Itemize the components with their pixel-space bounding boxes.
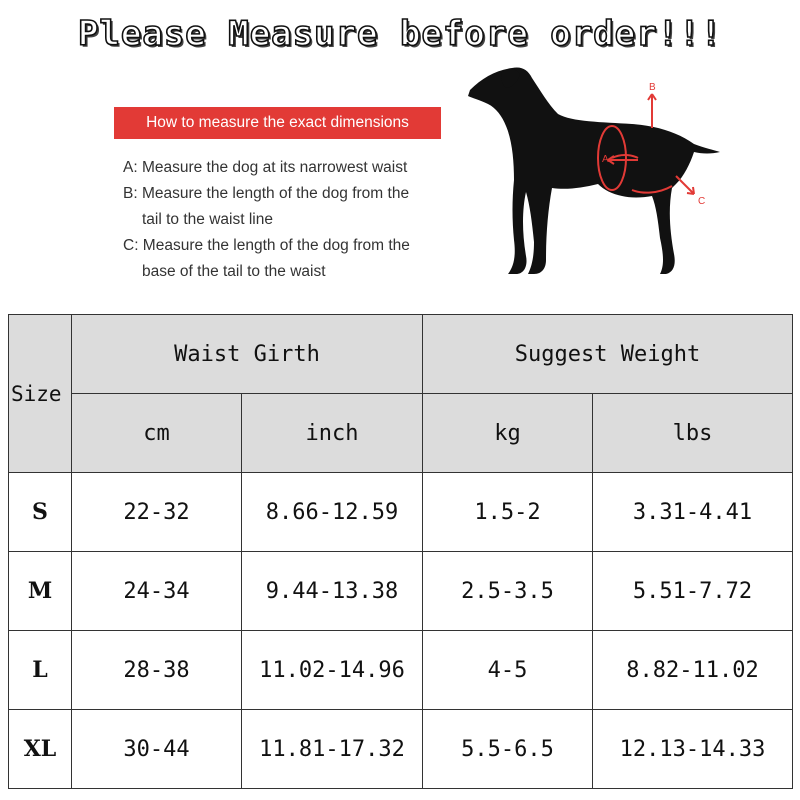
table-row [9,710,793,789]
size-cell: L [9,631,72,710]
inch-cell: 11.02-14.96 [242,631,423,710]
unit-header-row [9,394,793,473]
lbs-cell: 3.31-4.41 [593,473,793,552]
instruction-c: C: Measure the length of the dog from the [123,237,410,254]
kg-cell: 2.5-3.5 [423,552,593,631]
measurement-instructions [123,155,463,285]
unit-header-lbs: lbs [593,394,793,473]
cm-cell: 28-38 [72,631,242,710]
kg-cell: 1.5-2 [423,473,593,552]
size-header: Size [9,315,72,473]
dog-silhouette-icon [468,67,720,274]
suggest-weight-header: Suggest Weight [423,315,793,394]
cm-cell: 24-34 [72,552,242,631]
inch-cell: 8.66-12.59 [242,473,423,552]
size-cell: XL [9,710,72,789]
table-row [9,552,793,631]
group-header-row [9,315,793,394]
table-row [9,473,793,552]
dog-measurement-diagram [462,60,732,285]
unit-header-kg: kg [423,394,593,473]
label-b: B [649,82,656,93]
inch-cell: 11.81-17.32 [242,710,423,789]
inch-cell: 9.44-13.38 [242,552,423,631]
cm-cell: 30-44 [72,710,242,789]
waist-girth-header: Waist Girth [72,315,423,394]
howto-banner: How to measure the exact dimensions [114,107,441,139]
size-cell: M [9,552,72,631]
lbs-cell: 5.51-7.72 [593,552,793,631]
cm-cell: 22-32 [72,473,242,552]
label-c: C [698,196,706,207]
instruction-a: A: Measure the dog at its narrowest waist [123,159,408,176]
size-chart-table [8,314,793,789]
table-row [9,631,793,710]
instruction-b: B: Measure the length of the dog from the [123,185,410,202]
lbs-cell: 8.82-11.02 [593,631,793,710]
instruction-b-cont: tail to the waist line [142,211,273,228]
unit-header-inch: inch [242,394,423,473]
instruction-c-cont: base of the tail to the waist [142,263,326,280]
kg-cell: 4-5 [423,631,593,710]
label-a: A [602,154,609,165]
unit-header-cm: cm [72,394,242,473]
lbs-cell: 12.13-14.33 [593,710,793,789]
size-cell: S [9,473,72,552]
kg-cell: 5.5-6.5 [423,710,593,789]
page-headline: Please Measure before order!!! [77,14,723,54]
